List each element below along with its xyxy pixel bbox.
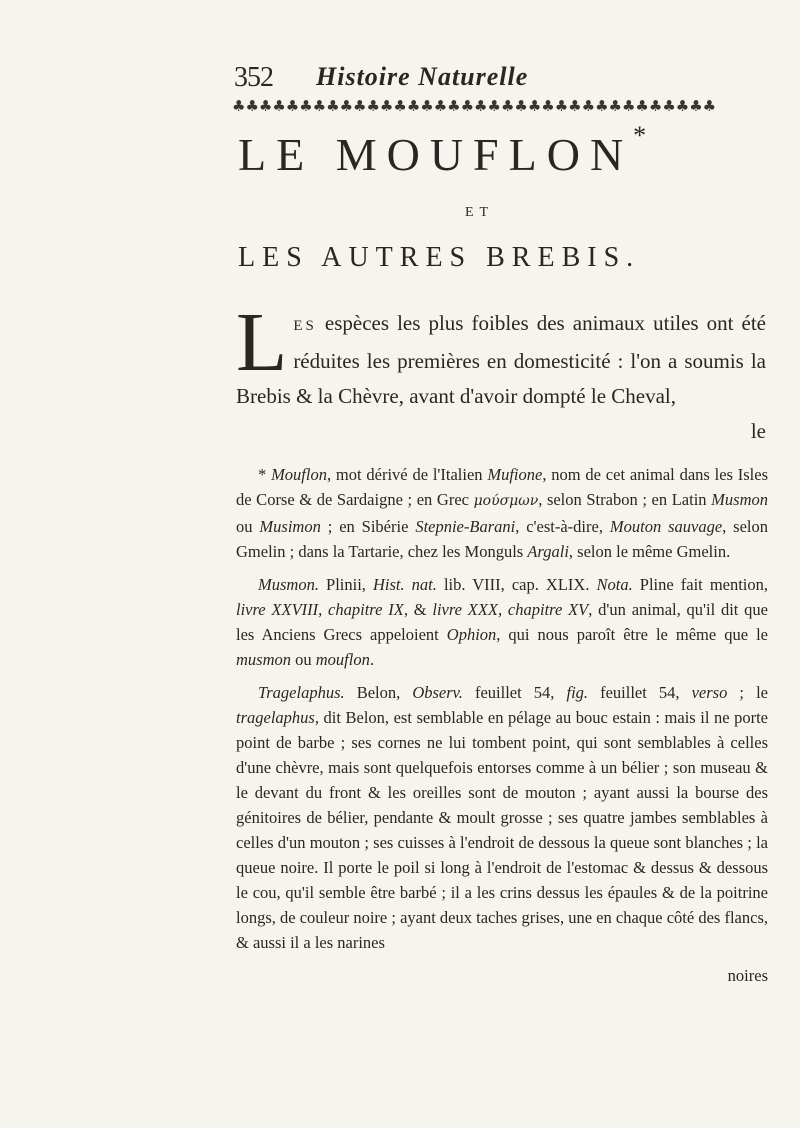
footnote-term: Musmon.: [258, 575, 319, 594]
footnote-text: , selon Strabon ; en Latin: [538, 490, 712, 509]
footnote-text: , qui nous paroît être le même que le: [496, 625, 768, 644]
running-title: Histoire Naturelle: [316, 62, 529, 91]
footnote-text: ou: [236, 517, 260, 536]
footnote-text: , dit Belon, est semblable en pélage au bouc estain : mais il ne porte point de barbe ; ses cornes ne lui tombent point, qui sont semblables à celles d'une chèvre, mais sont quelquefois entorses comme à un bélier ; son museau & le devant du front & les oreilles sont de mouton ; ayant aussi la bourse des génitoires de bélier, pendante & moult grosse ; ses quatre jambes semblables à celles d'un mouton ; ses cuisses à l'endroit de dessous la queue sont blanches ; la queue noire. Il porte le poil si long à l'endroit de l'estomac & dessus & dessous le cou, qu'il semble être barbé ; il a les crins dessus les épaules & de la poitrine longs, de couleur noire ; ayant deux taches grises, une en chaque côté des flancs, & aussi il a les narines: [236, 708, 768, 952]
footnote-italic: Musimon: [259, 517, 321, 536]
footnote-text: ; en Sibérie: [320, 517, 416, 536]
footnote-tragelaphus: [236, 680, 768, 955]
ornament-band: ♣♣♣♣♣♣♣♣♣♣♣♣♣♣♣♣♣♣♣♣♣♣♣♣♣♣♣♣♣♣♣♣♣♣♣♣: [232, 97, 717, 115]
footnote-italic: mouflon: [315, 650, 370, 669]
footnote-italic: Ophion: [446, 625, 497, 644]
footnote-italic: tragelaphus: [236, 708, 315, 727]
footnote-term: Tragelaphus.: [258, 683, 345, 702]
running-head: [234, 62, 674, 96]
drop-cap: L: [236, 296, 288, 389]
footnote-musmon: [236, 572, 768, 672]
page-number: 352: [234, 62, 273, 93]
catchword: le: [750, 419, 766, 443]
footnote-italic: Stepnie-Barani: [415, 517, 516, 536]
footnote-text: , selon Gmelin ; dans la Tartarie, chez les Monguls: [236, 517, 769, 561]
footnote-italic: livre XXVIII, chapitre IX: [236, 600, 404, 619]
footnote-text: .: [369, 650, 374, 669]
footnote-italic: Nota.: [596, 575, 633, 594]
footnote-text: , d'un animal, qu'il dit que les Anciens Grecs appeloient: [236, 600, 768, 644]
footnote-text: Plinii,: [318, 575, 373, 594]
footnote-text: , selon le même Gmelin.: [568, 542, 731, 561]
footnote-text: Pline fait mention,: [632, 575, 769, 594]
footnote-mouflon: [236, 462, 768, 564]
footnote-italic: Observ.: [412, 683, 463, 702]
chapter-subtitle: LES AUTRES BREBIS.: [238, 242, 641, 273]
footnotes: [236, 462, 768, 996]
footnote-italic: verso: [691, 683, 728, 702]
footnote-asterisk: *: [258, 465, 267, 484]
footnote-text: Belon,: [344, 683, 413, 702]
footnote-text: feuillet 54,: [462, 683, 567, 702]
footnote-greek: μούσμων: [473, 493, 539, 509]
first-words: ES: [293, 318, 317, 334]
chapter-title-text: LE MOUFLON: [238, 129, 634, 180]
footnote-marker: *: [633, 120, 647, 150]
footnote-italic: Musmon: [711, 490, 768, 509]
footnote-italic: Mouton sauvage: [609, 517, 723, 536]
body-paragraph: [236, 296, 767, 449]
footnote-italic: Hist. nat.: [372, 575, 437, 594]
footnote-text: , mot dérivé de l'Italien: [326, 465, 488, 484]
footnote-italic: livre XXX, chapitre XV: [432, 600, 589, 619]
footnote-text: lib. VIII, cap. XLIX.: [436, 575, 597, 594]
footnote-text: , &: [403, 600, 433, 619]
body-text: espèces les plus foibles des animaux utiles ont été réduites les premières en domesticité : l'on a soumis la Brebis & la Chèvre, avant d'avoir dompté le Cheval,: [236, 311, 767, 408]
footnote-text: feuillet 54,: [588, 683, 692, 702]
footnote-italic: fig.: [566, 683, 589, 702]
footnote-text: , nom de cet animal dans les Isles de Corse & de Sardaigne ; en Grec: [236, 465, 769, 509]
chapter-title: [238, 120, 798, 181]
footnote-italic: Argali: [527, 542, 569, 561]
title-conjunction: ET: [465, 205, 495, 220]
footnote-italic: musmon: [236, 650, 292, 669]
footnote-italic: Mufione: [487, 465, 543, 484]
footnote-text: ou: [291, 650, 316, 669]
footnote-term: Mouflon: [271, 465, 327, 484]
footnote-text: , c'est-à-dire,: [515, 517, 610, 536]
footnote-text: ; le: [727, 683, 768, 702]
footnote-catchword: noires: [727, 966, 768, 985]
